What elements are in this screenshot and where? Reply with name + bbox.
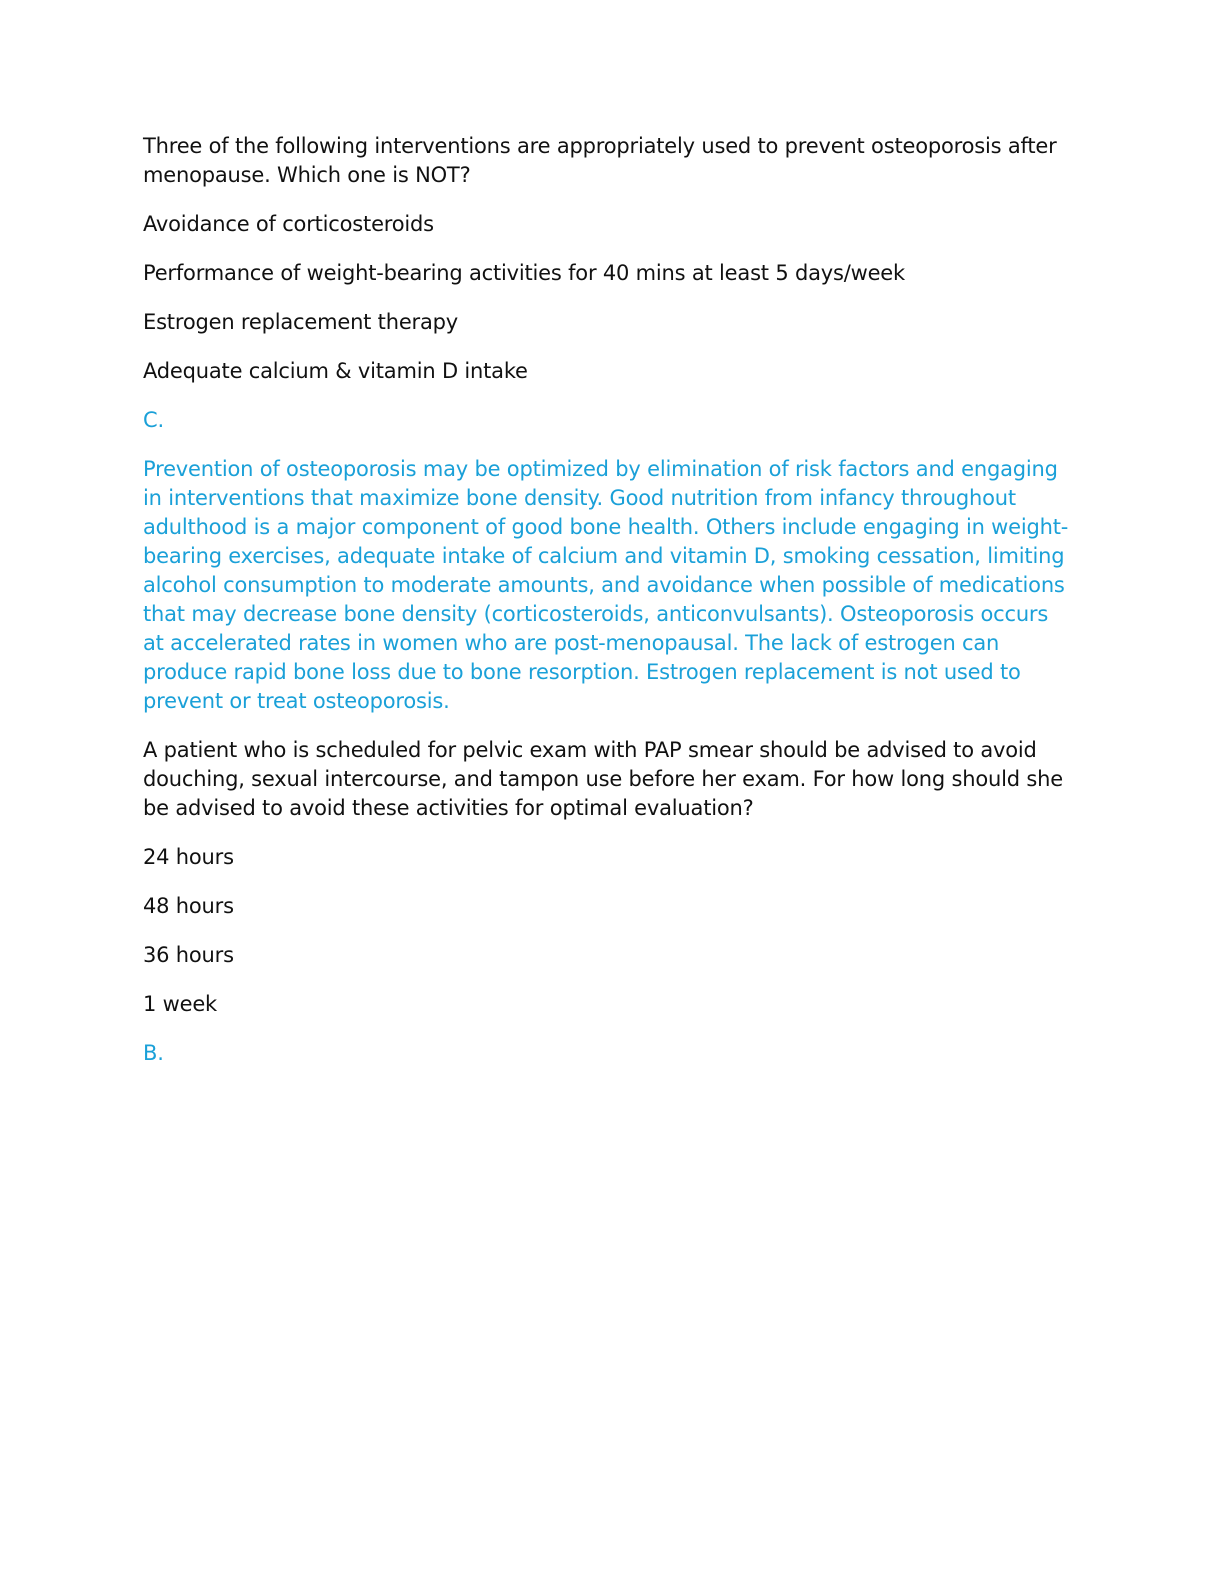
question-1-answer: C.	[143, 408, 164, 432]
question-1-rationale: Prevention of osteoporosis may be optimized by elimination of risk factors and engaging in interventions that maximize bone density. Good nutrition from infancy throughout adulthood is a major component of good bone health. Others include engaging in weight-bearing exercises, adequate intake of calcium and vitamin D, smoking cessation, limiting alcohol consumption to moderate amounts, and avoidance when possible of medications that may decrease bone density (corticosteroids, anticonvulsants). Osteoporosis occurs at accelerated rates in women who are post-menopausal. The lack of estrogen can produce rapid bone loss due to bone resorption. Estrogen replacement is not used to prevent or treat osteoporosis.	[143, 457, 1069, 713]
question-1-stem: Three of the following interventions are appropriately used to prevent osteoporosis after menopause. Which one is NOT?	[143, 134, 1057, 187]
question-2-option-c: 36 hours	[143, 943, 234, 967]
question-1-option-d: Adequate calcium & vitamin D intake	[143, 359, 528, 383]
question-2-option-d: 1 week	[143, 992, 218, 1016]
question-2-option-a: 24 hours	[143, 845, 234, 869]
question-1-option-a: Avoidance of corticosteroids	[143, 212, 434, 236]
question-2-option-b: 48 hours	[143, 894, 234, 918]
document-content	[143, 132, 1073, 1088]
question-2-stem: A patient who is scheduled for pelvic exam with PAP smear should be advised to avoid douching, sexual intercourse, and tampon use before her exam. For how long should she be advised to avoid these activities for optimal evaluation?	[143, 738, 1063, 820]
question-1-option-c: Estrogen replacement therapy	[143, 310, 459, 334]
question-1-option-b: Performance of weight-bearing activities for 40 mins at least 5 days/week	[143, 261, 905, 285]
question-2-answer: B.	[143, 1041, 164, 1065]
